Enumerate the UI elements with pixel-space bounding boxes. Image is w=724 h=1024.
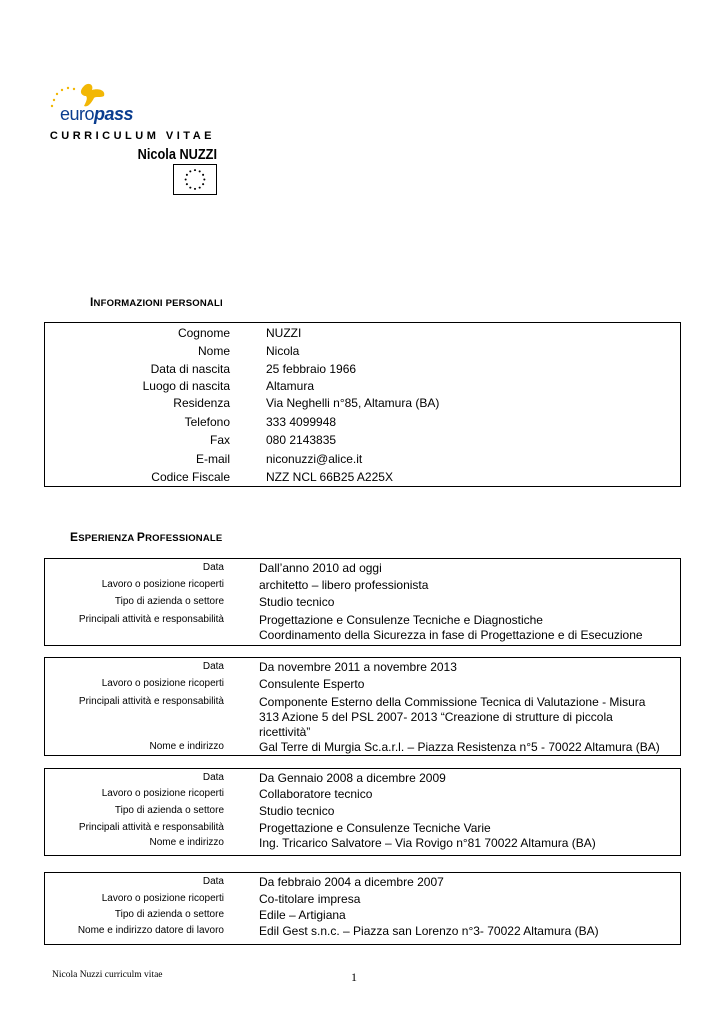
experience-value: Edile – Artigiana bbox=[259, 908, 346, 922]
experience-value: Progettazione e Consulenze Tecniche Varie bbox=[259, 821, 491, 835]
experience-block-2 bbox=[44, 657, 681, 756]
eu-flag-star bbox=[203, 178, 205, 180]
personal-info-value: Nicola bbox=[266, 344, 300, 358]
experience-value: Progettazione e Consulenze Tecniche e Diagnostiche bbox=[259, 613, 543, 627]
cv-label: CURRICULUM VITAE bbox=[49, 130, 215, 142]
eu-flag-star bbox=[186, 174, 188, 176]
experience-value: architetto – libero professionista bbox=[259, 578, 429, 592]
experience-value: Collaboratore tecnico bbox=[259, 787, 373, 801]
experience-value: Studio tecnico bbox=[259, 804, 335, 818]
experience-value: Gal Terre di Murgia Sc.a.r.l. – Piazza Resistenza n°5 - 70022 Altamura (BA) bbox=[259, 740, 660, 754]
experience-block-3 bbox=[44, 768, 681, 856]
experience-value: Edil Gest s.n.c. – Piazza san Lorenzo n°3- 70022 Altamura (BA) bbox=[259, 924, 599, 938]
personal-info-value: 333 4099948 bbox=[266, 415, 337, 429]
experience-value: Da Gennaio 2008 a dicembre 2009 bbox=[259, 771, 446, 785]
personal-info-value: niconuzzi@alice.it bbox=[266, 452, 363, 466]
experience-label: Principali attività e responsabilità bbox=[78, 822, 224, 833]
eu-flag-star bbox=[185, 178, 187, 180]
experience-value: Componente Esterno della Commissione Tecnica di Valutazione - Misura bbox=[259, 695, 646, 709]
experience-value: ricettività” bbox=[259, 725, 311, 739]
eu-flag-star bbox=[194, 188, 196, 190]
experience-label: Lavoro o posizione ricoperti bbox=[101, 893, 224, 904]
europass-logo-text: europass bbox=[60, 104, 134, 124]
experience-block-1 bbox=[44, 558, 681, 646]
experience-label: Tipo di azienda o settore bbox=[114, 596, 224, 607]
eu-flag-star bbox=[202, 174, 204, 176]
personal-info-value: NUZZI bbox=[266, 326, 302, 340]
experience-label: Data bbox=[202, 876, 224, 887]
eu-flag-star bbox=[199, 187, 201, 189]
experience-value: Dall’anno 2010 ad oggi bbox=[259, 561, 382, 575]
personal-info-label: Nome bbox=[197, 344, 230, 358]
section-title-experience: ESPERIENZA PROFESSIONALE bbox=[70, 530, 223, 544]
personal-info-label: Luogo di nascita bbox=[142, 379, 230, 393]
personal-info-label: Residenza bbox=[173, 396, 230, 410]
experience-label: Lavoro o posizione ricoperti bbox=[101, 579, 224, 590]
experience-label: Lavoro o posizione ricoperti bbox=[101, 678, 224, 689]
eu-flag-star bbox=[189, 187, 191, 189]
experience-block-4 bbox=[44, 872, 681, 945]
experience-value: Ing. Tricarico Salvatore – Via Rovigo n°81 70022 Altamura (BA) bbox=[259, 836, 596, 850]
personal-info-label: Codice Fiscale bbox=[151, 470, 230, 484]
eu-flag-star bbox=[186, 183, 188, 185]
experience-value: Studio tecnico bbox=[259, 595, 335, 609]
experience-value: Da febbraio 2004 a dicembre 2007 bbox=[259, 875, 444, 889]
personal-info-label: Fax bbox=[209, 433, 230, 447]
experience-label: Principali attività e responsabilità bbox=[78, 614, 224, 625]
eu-flag-icon bbox=[173, 164, 217, 195]
experience-value: 313 Azione 5 del PSL 2007- 2013 “Creazione di strutture di piccola bbox=[259, 710, 613, 724]
personal-info-value: NZZ NCL 66B25 A225X bbox=[266, 470, 393, 484]
experience-value: Da novembre 2011 a novembre 2013 bbox=[259, 660, 457, 674]
personal-info-label: Cognome bbox=[177, 326, 230, 340]
eu-flag-star bbox=[189, 170, 191, 172]
page-number: 1 bbox=[351, 970, 357, 984]
experience-label: Nome e indirizzo bbox=[149, 837, 224, 848]
experience-label: Data bbox=[202, 562, 224, 573]
experience-label: Nome e indirizzo bbox=[149, 741, 224, 752]
personal-info-label: E-mail bbox=[195, 452, 230, 466]
experience-label: Nome e indirizzo datore di lavoro bbox=[77, 925, 224, 936]
footer-text: Nicola Nuzzi curriculm vitae bbox=[52, 970, 163, 980]
eu-flag-star bbox=[199, 170, 201, 172]
personal-info-label: Data di nascita bbox=[150, 362, 230, 376]
experience-value: Co-titolare impresa bbox=[259, 892, 361, 906]
cv-owner-name: Nicola NUZZI bbox=[137, 146, 217, 163]
experience-value: Consulente Esperto bbox=[259, 677, 365, 691]
experience-value: Coordinamento della Sicurezza in fase di Progettazione e di Esecuzione bbox=[259, 628, 643, 642]
eu-flag-star bbox=[194, 169, 196, 171]
personal-info-value: Altamura bbox=[266, 379, 315, 393]
experience-label: Tipo di azienda o settore bbox=[114, 909, 224, 920]
personal-info-label: Telefono bbox=[184, 415, 230, 429]
personal-info-value: 25 febbraio 1966 bbox=[266, 362, 357, 376]
experience-label: Lavoro o posizione ricoperti bbox=[101, 788, 224, 799]
eu-flag-star bbox=[202, 183, 204, 185]
experience-label: Principali attività e responsabilità bbox=[78, 696, 224, 707]
experience-label: Data bbox=[202, 772, 224, 783]
personal-info-value: 080 2143835 bbox=[266, 433, 337, 447]
personal-info-value: Via Neghelli n°85, Altamura (BA) bbox=[266, 396, 440, 410]
experience-label: Tipo di azienda o settore bbox=[114, 805, 224, 816]
experience-label: Data bbox=[202, 661, 224, 672]
section-title-personal: INFORMAZIONI PERSONALI bbox=[90, 295, 223, 309]
personal-info-box bbox=[44, 322, 681, 487]
